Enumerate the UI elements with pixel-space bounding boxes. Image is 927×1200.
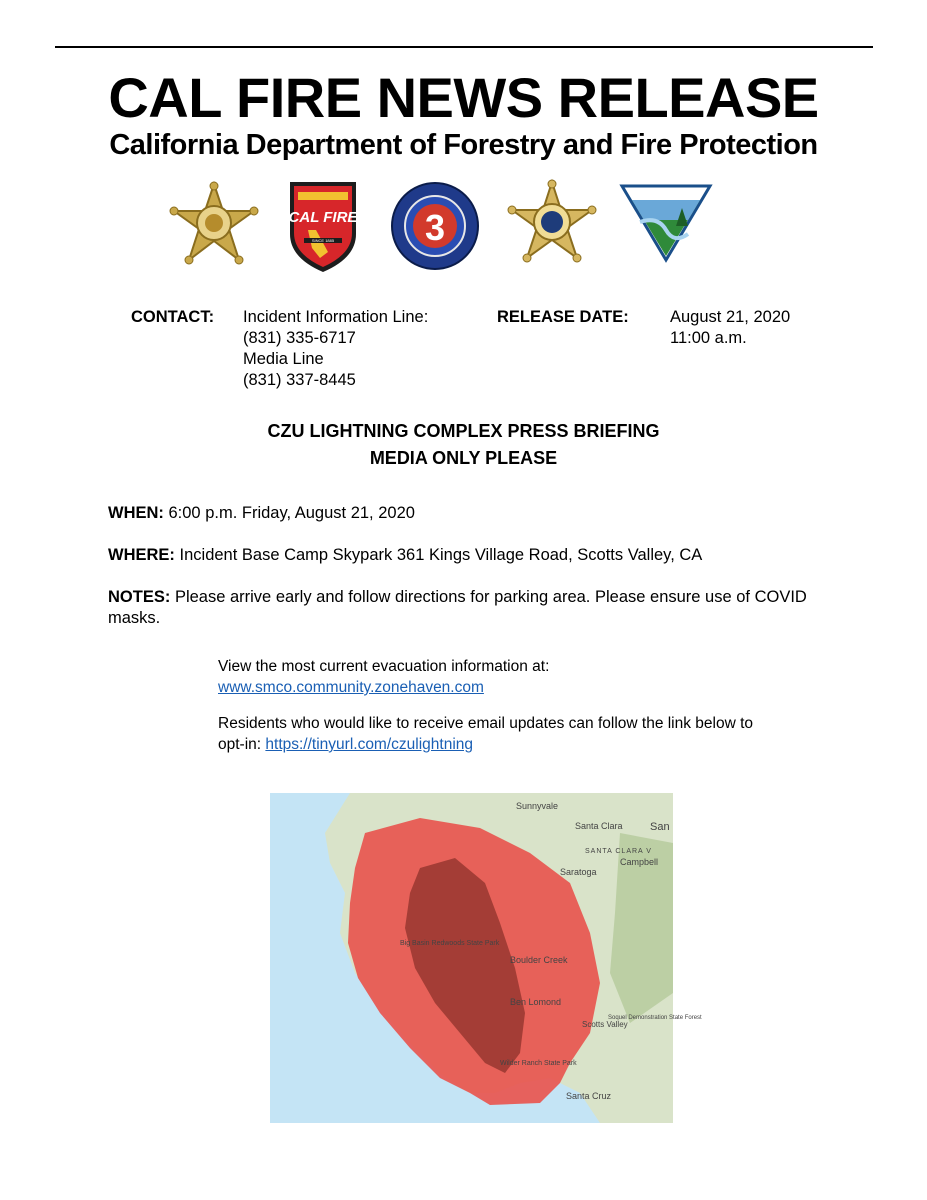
map-label-boulder-creek: Boulder Creek [510,955,568,965]
release-date-label: RELEASE DATE: [497,308,629,326]
contact-info [243,307,428,391]
map-label-santa-cruz: Santa Cruz [566,1091,612,1101]
cal-fire-logo-text: CAL FIRE [288,209,358,226]
san-mateo-sheriff-badge [166,178,262,274]
when-row [108,503,828,524]
media-line-phone: (831) 337-8445 [243,371,356,389]
zonehaven-link[interactable]: www.smco.community.zonehaven.com [218,679,484,696]
evacuation-text: View the most current evacuation information at: [218,658,550,675]
where-row [108,545,828,566]
map-label-soquel-forest: Soquel Demonstration State Forest [608,1015,702,1021]
notes-label: NOTES: [108,588,171,606]
agency-logos [0,178,927,278]
page-title: CAL FIRE NEWS RELEASE [108,66,819,129]
cal-fire-shield [284,178,362,274]
where-value: Incident Base Camp Skypark 361 Kings Village Road, Scotts Valley, CA [179,546,703,564]
incident-line-phone: (831) 335-6717 [243,329,356,347]
czu-fire-map [270,793,702,1123]
email-optin-text: opt-in: [218,736,266,753]
map-label-wilder-ranch: Wilder Ranch State Park [500,1060,577,1067]
email-updates [218,713,858,755]
map-label-ben-lomond: Ben Lomond [510,997,562,1007]
map-label-scotts-valley: Scotts Valley [582,1020,628,1029]
santa-cruz-sheriff-badge [504,178,600,274]
contact-label: CONTACT: [131,308,215,326]
notes-value: Please arrive early and follow directions for parking area. Please ensure use of COVID masks. [108,588,807,627]
map-label-big-basin: Big Basin Redwoods State Park [400,940,500,947]
release-time: 11:00 a.m. [670,329,747,347]
headline-line-1: CZU LIGHTNING COMPLEX PRESS BRIEFING [267,421,660,441]
headline-line-2: MEDIA ONLY PLEASE [369,448,558,468]
page-subtitle: California Department of Forestry and Fire Protection [109,129,818,161]
map-label-santa-clara: Santa Clara [575,821,623,831]
notes-row [108,587,828,629]
cal-fire-since-text: SINCE 1885 [311,238,335,243]
map-label-campbell: Campbell [620,857,659,867]
map-label-sunnyvale: Sunnyvale [516,801,559,811]
imt-number: 3 [424,207,446,248]
evacuation-info [218,656,838,698]
where-label: WHERE: [108,546,175,564]
map-label-santa-clara-valley: SANTA CLARA V [585,848,652,855]
when-label: WHEN: [108,504,164,522]
tinyurl-link[interactable]: https://tinyurl.com/czulightning [265,736,474,753]
blm-emblem [618,178,714,264]
media-line-label: Media Line [243,350,324,368]
map-label-saratoga: Saratoga [560,867,597,877]
map-label-san: San [650,821,670,833]
top-rule [55,46,873,48]
release-info [670,307,790,349]
email-text: Residents who would like to receive email updates can follow the link below to [218,715,754,732]
incident-line-label: Incident Information Line: [243,308,429,326]
when-value: 6:00 p.m. Friday, August 21, 2020 [168,504,415,522]
release-date: August 21, 2020 [670,308,791,326]
incident-management-team-3-seal [390,178,480,274]
